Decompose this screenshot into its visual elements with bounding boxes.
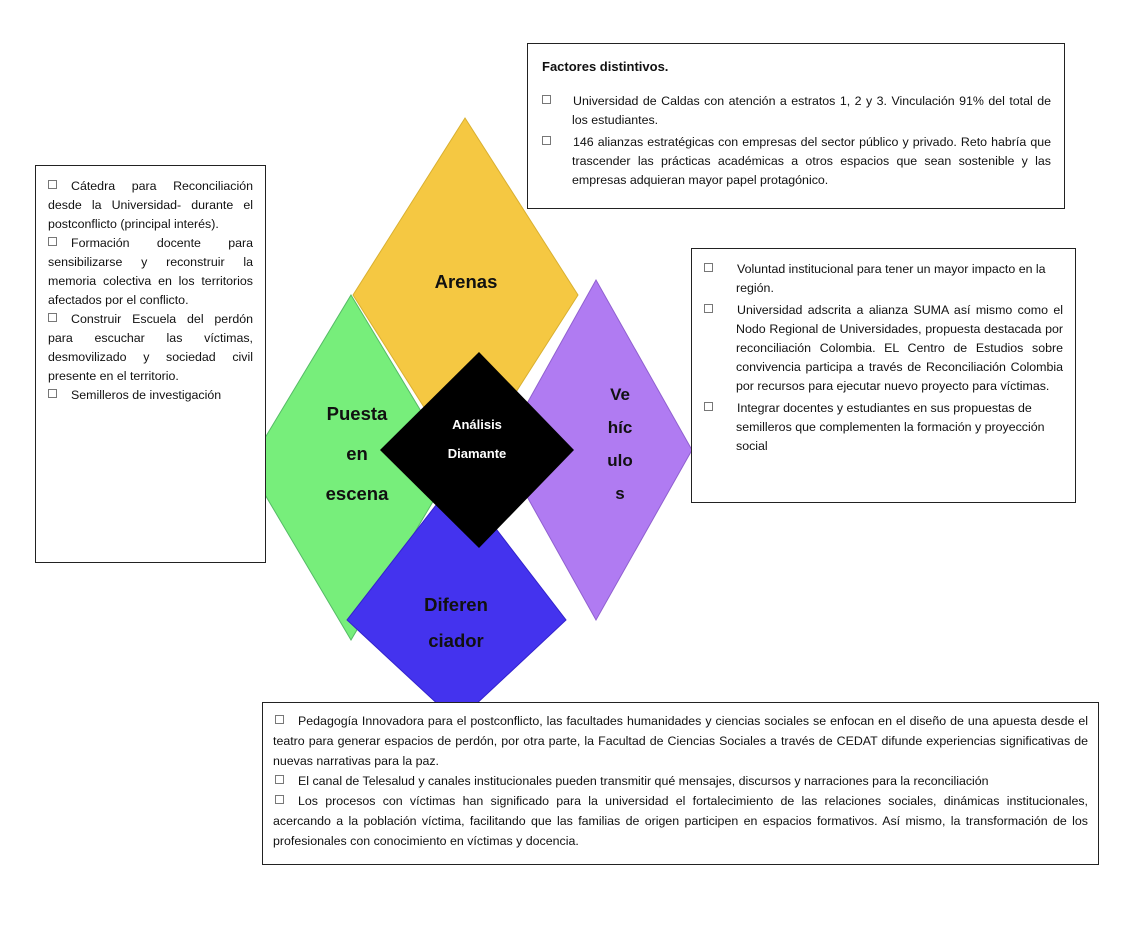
factores-item-1: Universidad de Caldas con atención a estratos 1, 2 y 3. Vinculación 91% del total de los estudiantes. xyxy=(542,92,1051,130)
bullet-icon xyxy=(275,775,284,784)
bottom-item-1: Pedagogía Innovadora para el postconflicto, las facultades humanidades y ciencias sociales se enfocan en el diseño de una apuesta desde el teatro para generar espacios de perdón, por otra parte, la Facultad de Ciencias Sociales a través de CEDAT difunde experiencias significativas de nuevas narrativas para la paz. xyxy=(273,714,1088,768)
right-item-3: Integrar docentes y estudiantes en sus propuestas de semilleros que complementen la formación y proyección social xyxy=(704,399,1063,456)
bullet-icon xyxy=(48,313,57,322)
bullet-icon xyxy=(48,180,57,189)
center-label-line1: Análisis xyxy=(452,417,502,432)
vehiculos-label-line1: Ve xyxy=(610,385,630,404)
puesta-label-line2: en xyxy=(346,443,368,464)
factores-distintivos-box xyxy=(527,43,1065,209)
right-box xyxy=(691,248,1076,503)
bullet-icon xyxy=(275,795,284,804)
puesta-label-line1: Puesta xyxy=(326,403,388,424)
factores-title: Factores distintivos. xyxy=(542,59,669,74)
left-item-4: Semilleros de investigación xyxy=(48,386,253,405)
right-item-2: Universidad adscrita a alianza SUMA así mismo como el Nodo Regional de Universidades, propuesta destacada por reconciliación Colombia. EL Centro de Estudios sobre convivencia participa a través de Reconciliación Colombia por recursos para ejecutar nuevo proyecto para víctimas. xyxy=(704,301,1063,396)
left-box xyxy=(35,165,266,563)
left-item-3: Construir Escuela del perdón para escuchar las víctimas, desmovilizado y sociedad civil presente en el territorio. xyxy=(48,312,253,383)
factores-item-2: 146 alianzas estratégicas con empresas del sector público y privado. Reto habría que trascender las prácticas académicas a otros espacios que sean sostenible y las empresas adquieran mayor papel protagónico. xyxy=(542,133,1051,190)
diferenciador-label-line2: ciador xyxy=(428,630,484,651)
bullet-icon xyxy=(704,263,713,272)
bullet-icon xyxy=(275,715,284,724)
arenas-label: Arenas xyxy=(434,271,498,292)
bullet-icon xyxy=(542,95,551,104)
bullet-icon xyxy=(704,304,713,313)
vehiculos-label-line4: s xyxy=(615,484,625,503)
vehiculos-label-line3: ulo xyxy=(607,451,633,470)
bullet-icon xyxy=(542,136,551,145)
bottom-box xyxy=(262,702,1099,865)
right-item-1: Voluntad institucional para tener un mayor impacto en la región. xyxy=(704,260,1063,298)
puesta-label-line3: escena xyxy=(325,483,389,504)
bottom-item-3: Los procesos con víctimas han significado para la universidad el fortalecimiento de las relaciones sociales, dinámicas institucionales, acercando a la población víctima, facilitando que las familias de origen participen en espacios formativos. Así mismo, la transformación de los profesionales con conocimiento en víctimas y docencia. xyxy=(273,794,1088,848)
vehiculos-label-line2: híc xyxy=(607,418,633,437)
center-label-line2: Diamante xyxy=(447,446,507,461)
left-item-2: Formación docente para sensibilizarse y reconstruir la memoria colectiva en los territorios afectados por el conflicto. xyxy=(48,236,253,307)
bottom-item-2: El canal de Telesalud y canales institucionales pueden transmitir qué mensajes, discursos y narraciones para la reconciliación xyxy=(273,771,1088,791)
bullet-icon xyxy=(48,389,57,398)
bullet-icon xyxy=(704,402,713,411)
diferenciador-label-line1: Diferen xyxy=(424,594,488,615)
left-item-1: Cátedra para Reconciliación desde la Universidad- durante el postconflicto (principal interés). xyxy=(48,179,253,231)
bullet-icon xyxy=(48,237,57,246)
